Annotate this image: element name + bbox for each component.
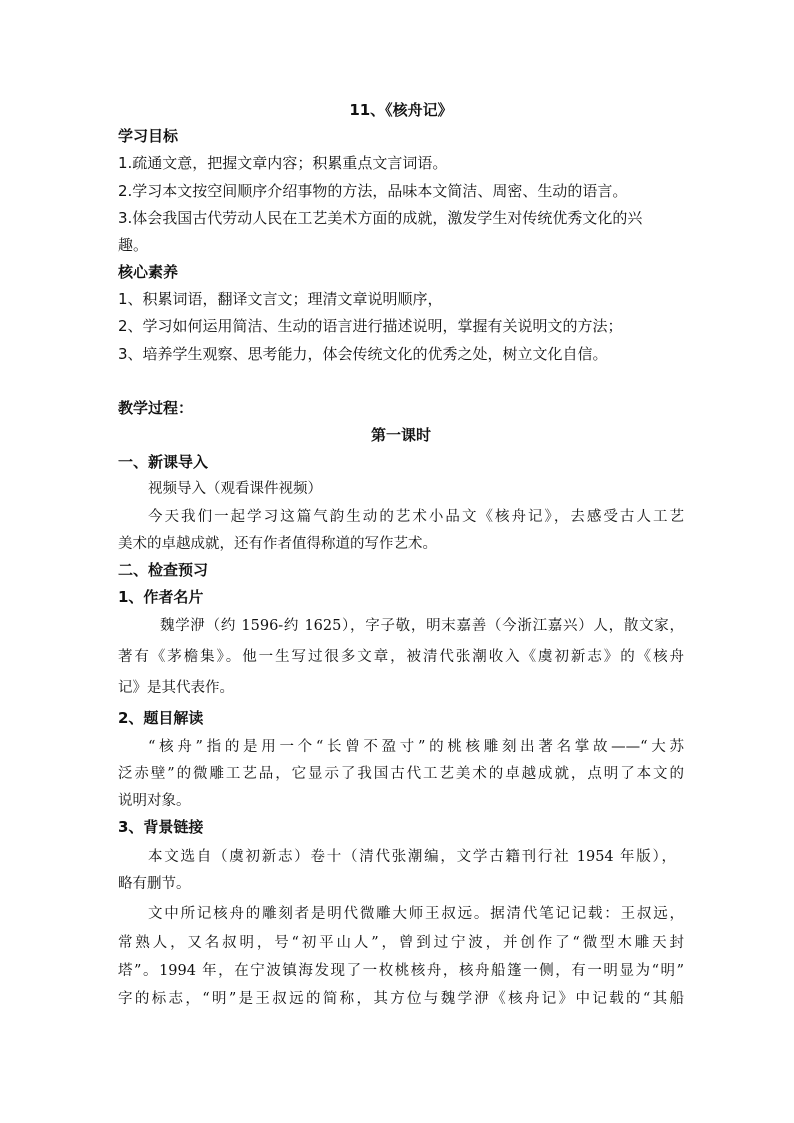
document-title: 11、《核舟记》 [349,101,453,119]
objective-item: 1.疏通文意，把握文章内容；积累重点文言词语。 [118,154,448,172]
paragraph-line: 常熟人，又名叔明，号“初平山人”，曾到过宁波，并创作了“微型木雕天封 [118,935,684,951]
paragraph-line: 魏学洢（约 1596-约 1625），字子敬，明末嘉善（今浙江嘉兴）人，散文家， [160,618,684,634]
lesson-heading: 第一课时 [370,426,431,444]
subsection-heading: 2、题目解读 [118,709,204,727]
paragraph-line: 视频导入（观看课件视频） [148,481,322,497]
objective-item-continued: 趣。 [118,236,149,254]
section-heading: 一、新课导入 [118,453,209,471]
section-heading: 二、检查预习 [118,561,209,579]
objective-item: 2.学习本文按空间顺序介绍事物的方法，品味本文简洁、周密、生动的语言。 [118,182,628,200]
objectives-heading: 学习目标 [118,127,179,145]
subsection-heading: 1、作者名片 [118,588,204,606]
paragraph-line: 字的标志，“明”是王叔远的简称，其方位与魏学洢《核舟记》中记载的“其船 [118,991,684,1007]
paragraph-line: 今天我们一起学习这篇气韵生动的艺术小品文《核舟记》，去感受古人工艺 [148,509,684,525]
paragraph-line: 略有删节。 [118,876,191,892]
literacy-item: 1、积累词语，翻译文言文；理清文章说明顺序， [118,290,443,308]
paragraph-line: “核舟”指的是用一个“长曾不盈寸”的桃核雕刻出著名掌故——“大苏 [148,739,684,755]
paragraph-line: 泛赤壁”的微雕工艺品，它显示了我国古代工艺美术的卓越成就，点明了本文的 [118,766,684,782]
paragraph-line: 美术的卓越成就，还有作者值得称道的写作艺术。 [118,536,437,552]
subsection-heading: 3、背景链接 [118,818,204,836]
literacy-item: 2、学习如何运用简洁、生动的语言进行描述说明，掌握有关说明文的方法； [118,317,623,335]
objective-item: 3.体会我国古代劳动人民在工艺美术方面的成就，激发学生对传统优秀文化的兴 [118,209,643,227]
literacy-item: 3、培养学生观察、思考能力，体会传统文化的优秀之处，树立文化自信。 [118,345,608,363]
paragraph-line: 塔”。1994 年，在宁波镇海发现了一枚桃核舟，核舟船篷一侧，有一明显为“明” [118,963,684,979]
paragraph-line: 记》是其代表作。 [118,680,234,696]
process-heading: 教学过程： [118,399,194,417]
paragraph-line: 著有《茅檐集》。他一生写过很多文章，被清代张潮收入《虞初新志》的《核舟 [118,649,684,665]
paragraph-line: 本文选自（虞初新志）卷十（清代张潮编，文学古籍刊行社 1954 年版）， [148,849,676,865]
paragraph-line: 说明对象。 [118,793,191,809]
literacy-heading: 核心素养 [118,263,179,281]
paragraph-line: 文中所记核舟的雕刻者是明代微雕大师王叔远。据清代笔记记载：王叔远， [148,906,684,922]
